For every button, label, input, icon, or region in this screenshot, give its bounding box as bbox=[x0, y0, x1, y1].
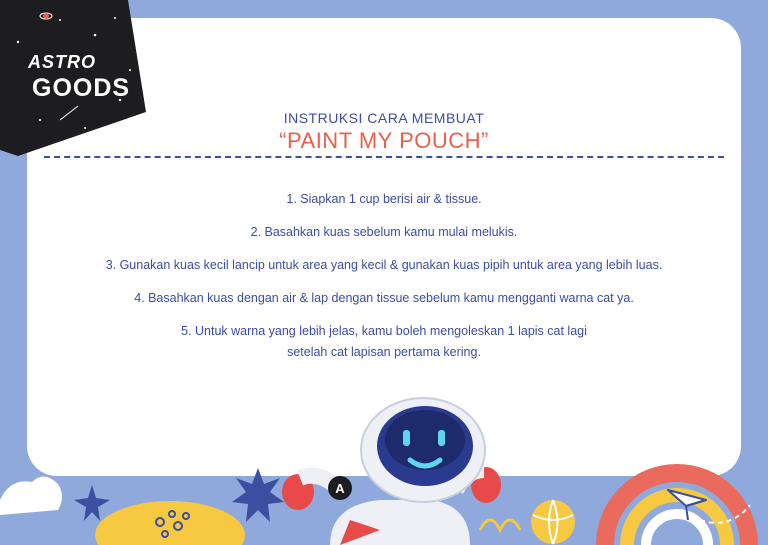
step-2: 2. Basahkan kuas sebelum kamu mulai melukis. bbox=[250, 225, 518, 239]
robot-badge-letter: A bbox=[335, 481, 345, 496]
burst-icon bbox=[232, 468, 284, 522]
brand-line-1: ASTRO bbox=[28, 52, 96, 72]
yellow-squiggle bbox=[480, 520, 520, 530]
robot-illustration bbox=[282, 398, 501, 545]
cloud-icon bbox=[0, 476, 62, 515]
step-5-continued: setelah cat lapisan pertama kering. bbox=[287, 345, 481, 359]
dashed-swirl bbox=[170, 455, 250, 470]
step-5: 5. Untuk warna yang lebih jelas, kamu boleh mengoleskan 1 lapis cat lagi bbox=[181, 324, 587, 338]
brand-line-2: GOODS bbox=[32, 74, 131, 102]
step-3: 3. Gunakan kuas kecil lancip untuk area yang kecil & gunakan kuas pipih untuk area yang lebih luas. bbox=[105, 258, 663, 272]
rainbow-icon bbox=[605, 473, 749, 545]
heading-line-2: “PAINT MY POUCH” bbox=[279, 128, 489, 153]
step-1: 1. Siapkan 1 cup berisi air & tissue. bbox=[286, 192, 482, 206]
yellow-blob bbox=[95, 501, 245, 545]
star-icon bbox=[74, 485, 110, 521]
heading-line-1: INSTRUKSI CARA MEMBUAT bbox=[283, 110, 485, 126]
ball-icon bbox=[531, 500, 575, 544]
step-4: 4. Basahkan kuas dengan air & lap dengan tissue sebelum kamu mengganti warna cat ya. bbox=[134, 291, 634, 305]
